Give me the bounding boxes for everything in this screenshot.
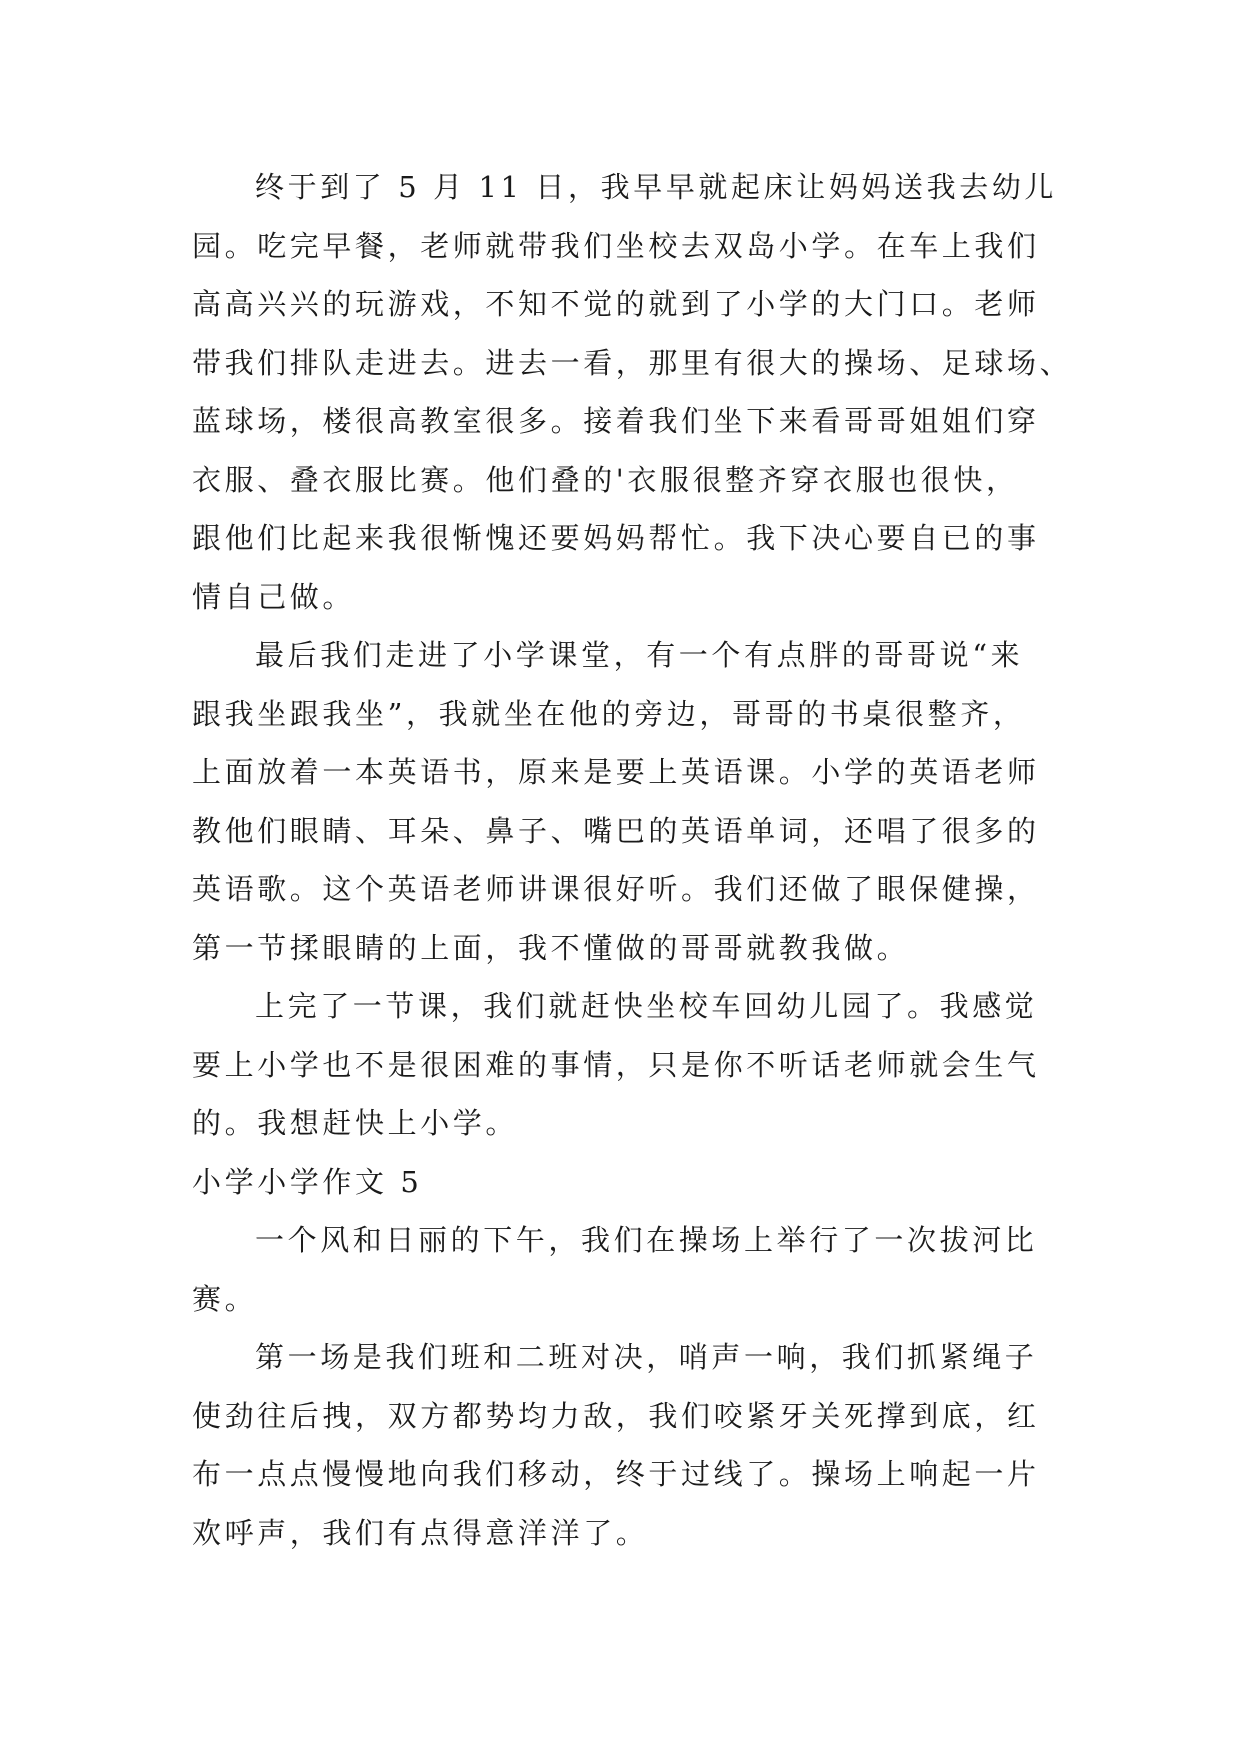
text-line: 一个风和日丽的下午，我们在操场上举行了一次拔河比	[255, 1223, 1038, 1257]
text-line: 使劲往后拽，双方都势均力敌，我们咬紧牙关死撑到底，红	[192, 1398, 1040, 1433]
text-line: 衣服、叠衣服比赛。他们叠的'衣服很整齐穿衣服也很快，	[192, 462, 1019, 497]
text-line: 第一场是我们班和二班对决，哨声一响，我们抓紧绳子	[255, 1340, 1038, 1374]
text-line: 最后我们走进了小学课堂，有一个有点胖的哥哥说“来	[255, 638, 1024, 672]
section-heading: 小学小学作文 5	[192, 1164, 423, 1199]
text-line: 上完了一节课，我们就赶快坐校车回幼儿园了。我感觉	[255, 989, 1038, 1023]
text-line: 上面放着一本英语书，原来是要上英语课。小学的英语老师	[192, 755, 1040, 789]
text-line: 高高兴兴的玩游戏，不知不觉的就到了小学的大门口。老师	[192, 287, 1040, 321]
text-line: 终于到了 5 月 11 日，我早早就起床让妈妈送我去幼儿	[255, 170, 1058, 204]
text-line: 欢呼声，我们有点得意洋洋了。	[192, 1515, 649, 1550]
text-line: 要上小学也不是很困难的事情，只是你不听话老师就会生气	[192, 1047, 1040, 1082]
text-line: 带我们排队走进去。进去一看，那里有很大的操场、足球场、	[192, 345, 1072, 380]
text-line: 跟我坐跟我坐”，我就坐在他的旁边，哥哥的书桌很整齐，	[192, 696, 1026, 731]
text-line: 布一点点慢慢地向我们移动，终于过线了。操场上响起一片	[192, 1457, 1040, 1491]
text-line: 园。吃完早餐，老师就带我们坐校去双岛小学。在车上我们	[192, 228, 1040, 263]
text-line: 教他们眼睛、耳朵、鼻子、嘴巴的英语单词，还唱了很多的	[192, 813, 1040, 848]
text-line: 情自己做。	[192, 579, 356, 614]
text-line: 的。我想赶快上小学。	[192, 1106, 519, 1140]
essay-text-block	[192, 158, 1072, 1562]
text-line: 英语歌。这个英语老师讲课很好听。我们还做了眼保健操，	[192, 872, 1040, 906]
text-line: 蓝球场，楼很高教室很多。接着我们坐下来看哥哥姐姐们穿	[192, 404, 1040, 438]
text-line: 跟他们比起来我很惭愧还要妈妈帮忙。我下决心要自已的事	[192, 521, 1040, 555]
text-line: 赛。	[192, 1281, 258, 1316]
text-line: 第一节揉眼睛的上面，我不懂做的哥哥就教我做。	[192, 930, 910, 965]
